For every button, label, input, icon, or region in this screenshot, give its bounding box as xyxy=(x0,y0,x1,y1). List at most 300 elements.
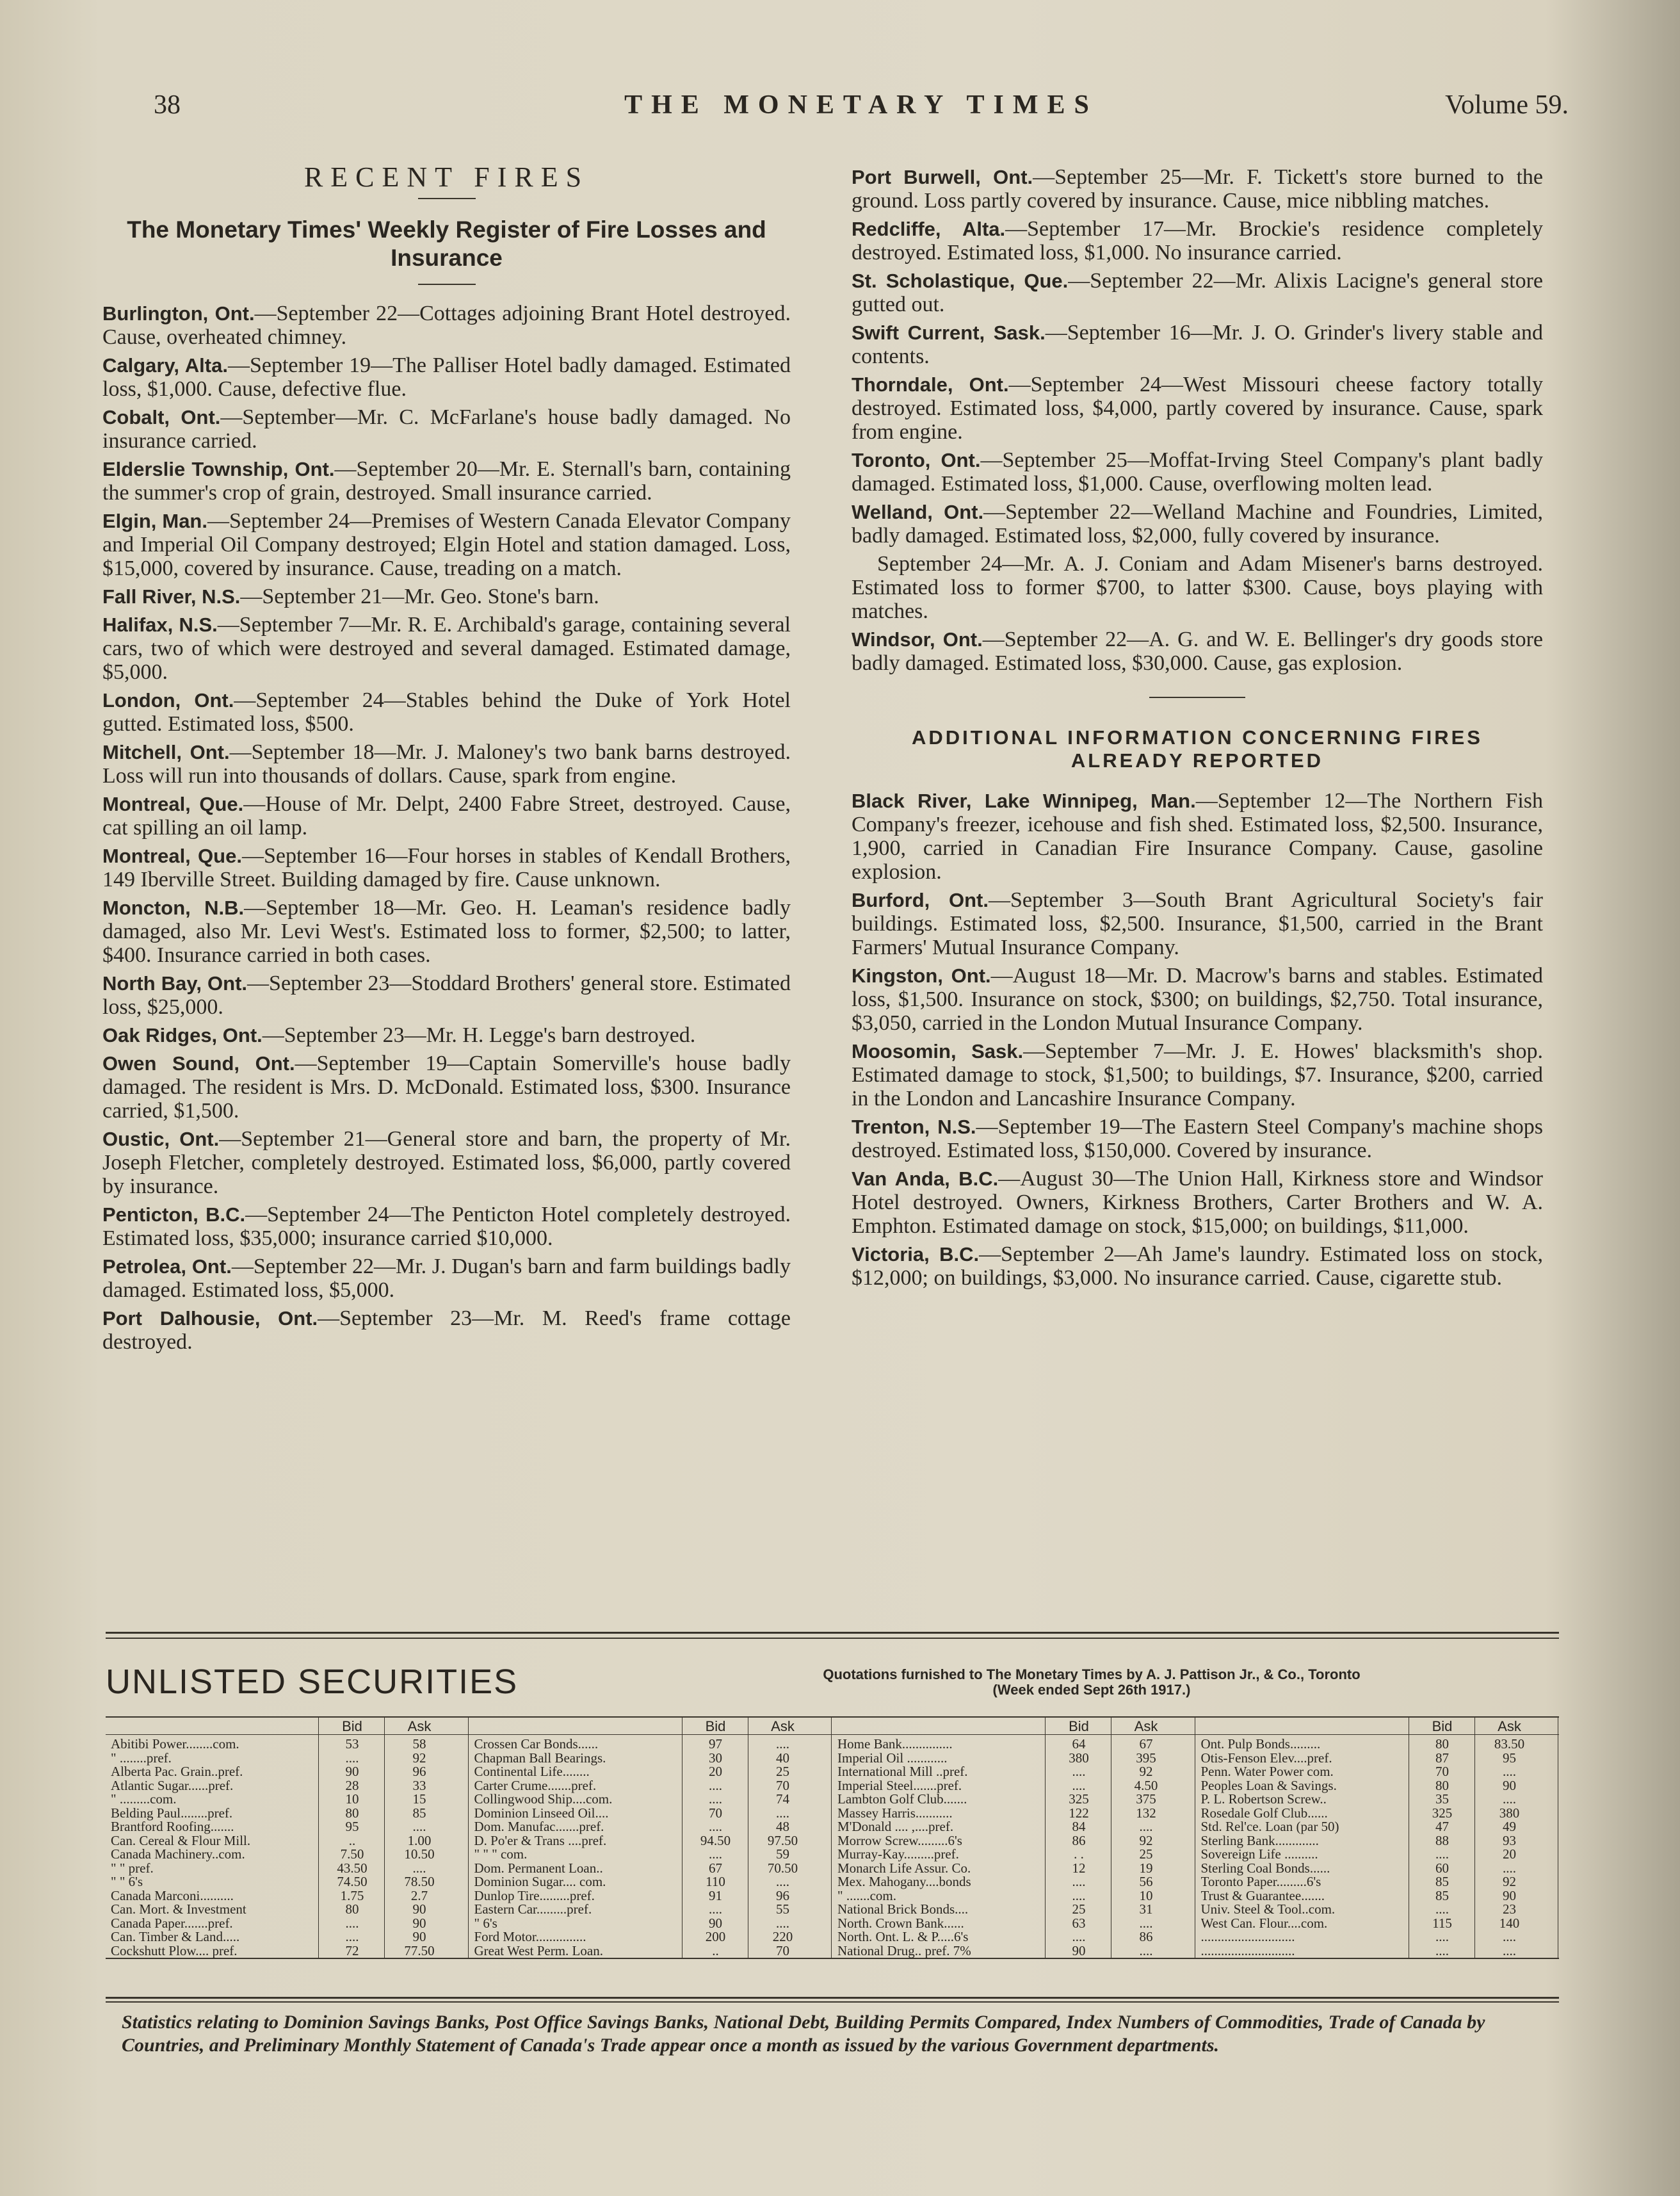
entry-place: Petrolea, Ont. xyxy=(102,1255,232,1278)
fire-entry xyxy=(852,964,1543,1035)
quotation-source: Quotations furnished to The Monetary Times by A. J. Pattison Jr., & Co., Toronto xyxy=(823,1666,1361,1682)
ask-value: 140 xyxy=(1499,1915,1520,1931)
entry-place: Burlington, Ont. xyxy=(102,302,255,325)
right-column xyxy=(852,165,1543,1294)
security-row xyxy=(106,1819,469,1834)
ask-value: 90 xyxy=(412,1902,426,1917)
ask-value: .... xyxy=(776,1875,789,1889)
fire-entry xyxy=(102,1306,791,1354)
ask-value: .... xyxy=(412,1819,426,1834)
security-row xyxy=(106,1737,469,1752)
bid-value: 67 xyxy=(709,1860,722,1876)
ask-value: 56 xyxy=(1139,1875,1153,1889)
footnote: Statistics relating to Dominion Savings Banks, Post Office Savings Banks, National Debt, Building Permits Compared, Index Numbers of Commodities, Trade of Canada by Countries, and Preliminary Monthly Statement of Canada's Trade appear once a month as issued by the various Government departments. xyxy=(122,2012,1485,2056)
security-name: Sterling Bank............. xyxy=(1200,1833,1319,1848)
fire-entries-list-continued xyxy=(852,165,1543,675)
entry-place: Trenton, N.S. xyxy=(852,1116,976,1138)
securities-group xyxy=(832,1718,1196,1958)
security-name: Penn. Water Power com. xyxy=(1200,1764,1334,1779)
bid-value: 95 xyxy=(345,1819,359,1834)
ask-value: 40 xyxy=(776,1750,789,1766)
security-name: Brantford Roofing....... xyxy=(111,1819,234,1834)
entry-place: Halifax, N.S. xyxy=(102,614,218,636)
ask-value: 92 xyxy=(1139,1764,1153,1779)
bid-value: 80 xyxy=(345,1805,359,1821)
entry-place: Toronto, Ont. xyxy=(852,449,981,471)
bid-header: Bid xyxy=(1432,1718,1453,1734)
bid-value: .. xyxy=(348,1833,356,1848)
fire-entries-list xyxy=(102,302,791,1354)
fire-entry xyxy=(102,972,791,1019)
fire-entry xyxy=(852,500,1543,548)
security-name: ............................ xyxy=(1200,1930,1295,1944)
ask-value: .... xyxy=(1139,1819,1153,1834)
fire-entry xyxy=(102,1255,791,1302)
bid-value: 110 xyxy=(706,1875,725,1889)
security-name: Belding Paul........pref. xyxy=(111,1805,233,1821)
entry-place: Moncton, N.B. xyxy=(102,897,245,919)
ask-value: 20 xyxy=(1503,1847,1516,1862)
bid-value: 53 xyxy=(345,1737,359,1752)
entry-text: —August 30—The Union Hall, Kirkness store and Windsor Hotel destroyed. Owners, Kirkness Brothers, Carter Brothers and W. A. Emphton. Estimated damage on stock, $15,000; on buildings, $11,000. xyxy=(852,1167,1543,1238)
bid-value: 90 xyxy=(345,1764,359,1779)
fire-entry xyxy=(852,789,1543,884)
entry-text: —September 7—Mr. R. E. Archibald's garage, containing several cars, two of which were destroyed and several damaged. Estimated damage, $5,000. xyxy=(102,613,791,684)
bid-value: 35 xyxy=(1435,1792,1449,1807)
divider xyxy=(418,284,476,285)
security-name: Dunlop Tire.........pref. xyxy=(474,1888,595,1903)
security-name: Great West Perm. Loan. xyxy=(474,1943,603,1958)
fire-entry xyxy=(852,1242,1543,1290)
ask-value: 25 xyxy=(776,1764,789,1779)
fire-entry xyxy=(102,405,791,453)
entry-text: —September 2—Ah Jame's laundry. Estimated loss on stock, $12,000; on buildings, $3,000. No insurance carried. Cause, cigarette stub. xyxy=(852,1242,1544,1290)
left-column xyxy=(102,161,791,1358)
security-name: Univ. Steel & Tool..com. xyxy=(1200,1902,1336,1917)
fire-entry xyxy=(102,457,791,505)
security-row xyxy=(1196,1861,1560,1876)
security-row xyxy=(106,1792,469,1807)
security-name: National Brick Bonds.... xyxy=(837,1902,969,1917)
fire-entry xyxy=(852,1167,1543,1238)
ask-value: 380 xyxy=(1499,1805,1520,1821)
bid-value: .... xyxy=(1435,1847,1449,1862)
bid-value: 80 xyxy=(1435,1778,1449,1793)
security-name: Dom. Manufac.......pref. xyxy=(474,1819,604,1834)
bid-value: 380 xyxy=(1069,1750,1089,1766)
ask-value: .... xyxy=(1503,1930,1516,1944)
entry-text: —September 16—Mr. J. O. Grinder's livery stable and contents. xyxy=(852,321,1544,368)
bid-value: 85 xyxy=(1435,1888,1449,1903)
additional-entries-list xyxy=(852,789,1543,1290)
running-head xyxy=(154,90,1569,128)
fire-entry xyxy=(852,552,1543,623)
entry-place: Penticton, B.C. xyxy=(102,1203,246,1226)
bid-value: .... xyxy=(709,1778,722,1793)
security-name: Alberta Pac. Grain..pref. xyxy=(111,1764,243,1779)
ask-value: 55 xyxy=(776,1902,789,1917)
entry-place: Cobalt, Ont. xyxy=(102,406,221,428)
security-row xyxy=(1196,1944,1560,1958)
ask-value: 77.50 xyxy=(404,1943,435,1958)
bid-value: .... xyxy=(1435,1902,1449,1917)
ask-value: 1.00 xyxy=(407,1833,432,1848)
entry-text: September 24—Mr. A. J. Coniam and Adam Misener's barns destroyed. Estimated loss to former $700, to latter $300. Cause, boys playing with matches. xyxy=(852,552,1543,623)
bid-value: 72 xyxy=(345,1943,359,1958)
fire-entry xyxy=(102,1052,791,1123)
section-title: RECENT FIRES xyxy=(303,161,590,193)
security-row xyxy=(1196,1847,1560,1862)
security-row xyxy=(1196,1916,1560,1931)
ask-value: 15 xyxy=(412,1792,426,1807)
entry-text: —September 3—South Brant Agricultural Society's fair buildings. Estimated loss, $2,500. Insurance, $1,500, carried in the Brant Farmers' Mutual Insurance Company. xyxy=(852,888,1543,959)
security-name: " " " com. xyxy=(474,1847,528,1862)
bid-value: .... xyxy=(709,1847,722,1862)
ask-value: 96 xyxy=(412,1764,426,1779)
bid-value: 325 xyxy=(1069,1792,1089,1807)
security-name: Otis-Fenson Elev....pref. xyxy=(1200,1750,1332,1766)
security-row xyxy=(832,1847,1196,1862)
fire-entry xyxy=(852,628,1543,675)
bid-value: 43.50 xyxy=(337,1860,368,1876)
ask-value: 78.50 xyxy=(404,1875,435,1889)
security-row xyxy=(1196,1751,1560,1766)
entry-text: —September—Mr. C. McFarlane's house badly damaged. No insurance carried. xyxy=(102,405,791,453)
security-name: North. Crown Bank...... xyxy=(837,1915,964,1931)
securities-column-header xyxy=(1196,1718,1560,1735)
security-name: Collingwood Ship....com. xyxy=(474,1792,613,1807)
entry-place: Welland, Ont. xyxy=(852,501,984,523)
security-name: Monarch Life Assur. Co. xyxy=(837,1860,971,1876)
security-row xyxy=(469,1902,833,1917)
ask-value: 97.50 xyxy=(767,1833,798,1848)
bid-header: Bid xyxy=(705,1718,726,1734)
ask-value: 25 xyxy=(1139,1847,1153,1862)
publication-title: THE MONETARY TIMES xyxy=(624,90,1098,120)
entry-text: —September 18—Mr. J. Maloney's two bank barns destroyed. Loss will run into thousands of dollars. Cause, spark from engine. xyxy=(102,740,791,788)
bid-value: 70 xyxy=(1435,1764,1449,1779)
security-row xyxy=(106,1806,469,1821)
fire-entry xyxy=(102,1127,791,1198)
double-rule xyxy=(106,1632,1559,1639)
ask-value: 96 xyxy=(776,1888,789,1903)
security-row xyxy=(469,1889,833,1903)
entry-place: Redcliffe, Alta. xyxy=(852,218,1006,240)
security-row xyxy=(832,1819,1196,1834)
security-row xyxy=(1196,1764,1560,1779)
securities-table xyxy=(106,1716,1559,1959)
security-row xyxy=(106,1916,469,1931)
ask-value: .... xyxy=(776,1737,789,1752)
ask-value: 92 xyxy=(1503,1875,1516,1889)
ask-value: 92 xyxy=(412,1750,426,1766)
ask-value: 83.50 xyxy=(1494,1737,1525,1752)
security-name: Dominion Sugar.... com. xyxy=(474,1875,606,1889)
security-name: National Drug.. pref. 7% xyxy=(837,1943,971,1958)
bid-value: 64 xyxy=(1072,1737,1086,1752)
ask-value: 31 xyxy=(1139,1902,1153,1917)
security-row xyxy=(1196,1819,1560,1834)
security-row xyxy=(832,1902,1196,1917)
entry-text: —September 22—Mr. Alixis Lacigne's general store gutted out. xyxy=(852,269,1543,316)
security-name: International Mill ..pref. xyxy=(837,1764,968,1779)
bid-value: 325 xyxy=(1432,1805,1453,1821)
ask-value: 19 xyxy=(1139,1860,1153,1876)
securities-column-header xyxy=(106,1718,469,1735)
entry-place: Oustic, Ont. xyxy=(102,1128,220,1150)
ask-value: .... xyxy=(776,1805,789,1821)
security-row xyxy=(106,1930,469,1944)
entry-text: —September 19—The Eastern Steel Company's machine shops destroyed. Estimated loss, $150,000. Covered by insurance. xyxy=(852,1115,1543,1162)
bid-value: 30 xyxy=(709,1750,722,1766)
entry-place: Elderslie Township, Ont. xyxy=(102,458,335,480)
ask-value: .... xyxy=(1503,1860,1516,1876)
bid-value: 90 xyxy=(1072,1943,1086,1958)
bid-header: Bid xyxy=(342,1718,362,1734)
security-row xyxy=(1196,1930,1560,1944)
security-name: Massey Harris........... xyxy=(837,1805,953,1821)
security-row xyxy=(469,1847,833,1862)
security-name: D. Po'er & Trans ....pref. xyxy=(474,1833,607,1848)
entry-place: Kingston, Ont. xyxy=(852,964,991,987)
security-name: Dominion Linseed Oil.... xyxy=(474,1805,609,1821)
fire-entry xyxy=(102,302,791,349)
entry-place: Thorndale, Ont. xyxy=(852,373,1009,396)
security-row xyxy=(832,1737,1196,1752)
ask-value: 58 xyxy=(412,1737,426,1752)
ask-value: .... xyxy=(1503,1943,1516,1958)
divider xyxy=(418,198,476,199)
bid-value: .... xyxy=(709,1902,722,1917)
fire-entry xyxy=(102,1023,791,1047)
entry-place: Van Anda, B.C. xyxy=(852,1167,999,1190)
security-row xyxy=(1196,1792,1560,1807)
security-row xyxy=(832,1916,1196,1931)
entry-text: —September 23—Stoddard Brothers' general store. Estimated loss, $25,000. xyxy=(102,972,791,1019)
entry-text: —September 25—Mr. F. Tickett's store burned to the ground. Loss partly covered by insurance. Cause, mice nibbling matches. xyxy=(852,165,1543,213)
ask-value: 59 xyxy=(776,1847,789,1862)
security-row xyxy=(469,1875,833,1889)
fire-entry xyxy=(852,217,1543,264)
fire-entry xyxy=(102,792,791,840)
ask-value: 2.7 xyxy=(410,1888,428,1903)
security-name: " " 6's xyxy=(111,1875,143,1889)
quotation-week: (Week ended Sept 26th 1917.) xyxy=(992,1682,1191,1698)
bid-value: 25 xyxy=(1072,1902,1086,1917)
security-name: Atlantic Sugar......pref. xyxy=(111,1778,234,1793)
page-number: 38 xyxy=(154,90,181,120)
ask-header: Ask xyxy=(407,1718,432,1734)
entry-text: —September 24—The Penticton Hotel completely destroyed. Estimated loss, $35,000; insurance carried $10,000. xyxy=(102,1203,791,1250)
ask-value: 23 xyxy=(1503,1902,1516,1917)
security-name: North. Ont. L. & P.....6's xyxy=(837,1930,969,1944)
securities-group xyxy=(1196,1718,1560,1958)
ask-value: 67 xyxy=(1139,1737,1153,1752)
bid-value: .... xyxy=(709,1792,722,1807)
securities-column-header xyxy=(832,1718,1196,1735)
ask-value: 132 xyxy=(1136,1805,1156,1821)
entry-text: —September 17—Mr. Brockie's residence completely destroyed. Estimated loss, $1,000. No insurance carried. xyxy=(852,217,1543,264)
ask-value: 85 xyxy=(412,1805,426,1821)
entry-place: Windsor, Ont. xyxy=(852,628,983,651)
bid-value: 70 xyxy=(709,1805,722,1821)
fire-entry xyxy=(102,688,791,736)
security-name: Abitibi Power........com. xyxy=(111,1737,239,1752)
bid-value: 1.75 xyxy=(340,1888,364,1903)
entry-place: London, Ont. xyxy=(102,689,234,712)
quotation-note xyxy=(656,1667,1527,1698)
security-row xyxy=(106,1944,469,1958)
ask-value: 10 xyxy=(1139,1888,1153,1903)
bid-value: .... xyxy=(709,1819,722,1834)
entry-place: Owen Sound, Ont. xyxy=(102,1052,295,1075)
bid-value: .... xyxy=(345,1750,359,1766)
security-name: Trust & Guarantee....... xyxy=(1200,1888,1325,1903)
security-row xyxy=(469,1944,833,1958)
security-name: Eastern Car.........pref. xyxy=(474,1902,592,1917)
ask-value: 92 xyxy=(1139,1833,1153,1848)
security-name: Cockshutt Plow.... pref. xyxy=(111,1943,238,1958)
entry-text: —September 24—Premises of Western Canada Elevator Company and Imperial Oil Company destroyed; Elgin Hotel and station damaged. Loss, $15,000, covered by insurance. Cause, treading on a match. xyxy=(102,509,791,580)
fire-entry xyxy=(102,740,791,788)
ask-value: 86 xyxy=(1139,1930,1153,1944)
ask-header: Ask xyxy=(1498,1718,1521,1734)
entry-text: —September 20—Mr. E. Sternall's barn, containing the summer's crop of grain, destroyed. Small insurance carried. xyxy=(102,457,791,505)
entry-text: —September 7—Mr. J. E. Howes' blacksmith's shop. Estimated damage to stock, $1,500; to buildings, $7. Insurance, $200, carried in the London and Lancashire Insurance Company. xyxy=(852,1039,1543,1110)
security-row xyxy=(469,1751,833,1766)
bid-value: 200 xyxy=(705,1930,726,1944)
security-row xyxy=(1196,1902,1560,1917)
securities-title: UNLISTED SECURITIES xyxy=(106,1663,519,1701)
security-row xyxy=(1196,1834,1560,1848)
securities-column-header xyxy=(469,1718,833,1735)
ask-value: 49 xyxy=(1503,1819,1516,1834)
entry-place: Oak Ridges, Ont. xyxy=(102,1024,262,1046)
bid-header: Bid xyxy=(1069,1718,1089,1734)
fire-entry xyxy=(852,1115,1543,1162)
security-row xyxy=(106,1889,469,1903)
bid-value: .... xyxy=(1072,1764,1086,1779)
bid-value: .. xyxy=(712,1943,719,1958)
fire-entry xyxy=(852,1039,1543,1110)
security-name: Mex. Mahogany....bonds xyxy=(837,1875,971,1889)
security-row xyxy=(106,1764,469,1779)
bid-value: .... xyxy=(345,1930,359,1944)
securities-group xyxy=(106,1718,469,1958)
security-row xyxy=(832,1930,1196,1944)
fire-entry xyxy=(852,373,1543,444)
entry-place: Port Dalhousie, Ont. xyxy=(102,1307,318,1330)
bid-value: 88 xyxy=(1435,1833,1449,1848)
ask-value: 90 xyxy=(1503,1778,1516,1793)
security-name: Std. Rel'ce. Loan (par 50) xyxy=(1200,1819,1339,1834)
entry-text: —September 16—Four horses in stables of Kendall Brothers, 149 Iberville Street. Building damaged by fire. Cause unknown. xyxy=(102,844,791,891)
bid-value: 63 xyxy=(1072,1915,1086,1931)
entry-place: Mitchell, Ont. xyxy=(102,741,230,763)
fire-entry xyxy=(102,613,791,684)
security-row xyxy=(106,1875,469,1889)
ask-value: .... xyxy=(776,1915,789,1931)
ask-value: .... xyxy=(412,1860,426,1876)
entry-place: Montreal, Que. xyxy=(102,793,244,815)
ask-value: 375 xyxy=(1136,1792,1156,1807)
bid-value: 85 xyxy=(1435,1875,1449,1889)
security-name: Murray-Kay.........pref. xyxy=(837,1847,959,1862)
security-name: Peoples Loan & Savings. xyxy=(1200,1778,1337,1793)
bid-value: 47 xyxy=(1435,1819,1449,1834)
security-name: Can. Mort. & Investment xyxy=(111,1902,246,1917)
bid-value: 122 xyxy=(1069,1805,1089,1821)
bid-value: 84 xyxy=(1072,1819,1086,1834)
bid-value: 74.50 xyxy=(337,1875,368,1889)
entry-place: Swift Current, Sask. xyxy=(852,321,1046,344)
security-row xyxy=(469,1764,833,1779)
security-row xyxy=(106,1778,469,1793)
securities-group xyxy=(469,1718,833,1958)
fire-entry xyxy=(852,165,1543,213)
security-row xyxy=(469,1737,833,1752)
ask-value: .... xyxy=(1139,1943,1153,1958)
security-name: Chapman Ball Bearings. xyxy=(474,1750,606,1766)
security-row xyxy=(106,1834,469,1848)
ask-value: 33 xyxy=(412,1778,426,1793)
entry-text: —September 24—West Missouri cheese factory totally destroyed. Estimated loss, $4,000, partly covered by insurance. Cause, spark from engine. xyxy=(852,373,1543,444)
security-name: " " pref. xyxy=(111,1860,154,1876)
security-row xyxy=(832,1944,1196,1958)
security-name: Imperial Steel.......pref. xyxy=(837,1778,962,1793)
bid-value: .... xyxy=(1072,1930,1086,1944)
security-row xyxy=(469,1861,833,1876)
security-name: ............................ xyxy=(1200,1943,1295,1958)
security-row xyxy=(1196,1806,1560,1821)
security-name: Canada Paper.......pref. xyxy=(111,1915,233,1931)
entry-place: Black River, Lake Winnipeg, Man. xyxy=(852,790,1196,812)
entry-place: Victoria, B.C. xyxy=(852,1243,980,1265)
bid-value: 20 xyxy=(709,1764,722,1779)
ask-value: 4.50 xyxy=(1134,1778,1158,1793)
security-row xyxy=(106,1902,469,1917)
security-row xyxy=(1196,1778,1560,1793)
security-name: Continental Life........ xyxy=(474,1764,590,1779)
security-name: Crossen Car Bonds...... xyxy=(474,1737,599,1752)
fire-entry xyxy=(102,896,791,967)
security-name: Dom. Permanent Loan.. xyxy=(474,1860,603,1876)
bid-value: 7.50 xyxy=(340,1847,364,1862)
security-row xyxy=(832,1834,1196,1848)
fire-entry xyxy=(102,585,791,608)
ask-value: .... xyxy=(1503,1792,1516,1807)
entry-text: —House of Mr. Delpt, 2400 Fabre Street, destroyed. Cause, cat spilling an oil lamp. xyxy=(102,792,791,840)
ask-value: 220 xyxy=(772,1930,793,1944)
bid-value: .... xyxy=(1435,1930,1449,1944)
security-name: Home Bank............... xyxy=(837,1737,953,1752)
security-name: Can. Timber & Land..... xyxy=(111,1930,240,1944)
entry-text: —September 21—General store and barn, the property of Mr. Joseph Fletcher, completely destroyed. Estimated loss, $6,000, partly covered by insurance. xyxy=(102,1127,791,1198)
entry-place: St. Scholastique, Que. xyxy=(852,270,1069,292)
fire-entry xyxy=(102,844,791,891)
security-name: Ford Motor............... xyxy=(474,1930,586,1944)
security-name: " .........com. xyxy=(111,1792,177,1807)
ask-value: 93 xyxy=(1503,1833,1516,1848)
entry-text: —September 22—Welland Machine and Foundries, Limited, badly damaged. Estimated loss, $2,000, fully covered by insurance. xyxy=(852,500,1543,548)
entry-text: —September 23—Mr. M. Reed's frame cottage destroyed. xyxy=(102,1306,791,1354)
fire-entry xyxy=(102,509,791,580)
security-name: Carter Crume.......pref. xyxy=(474,1778,597,1793)
security-row xyxy=(832,1751,1196,1766)
security-name: Sterling Coal Bonds...... xyxy=(1200,1860,1330,1876)
entry-text: —September 21—Mr. Geo. Stone's barn. xyxy=(240,585,599,608)
entry-place: Elgin, Man. xyxy=(102,510,207,532)
